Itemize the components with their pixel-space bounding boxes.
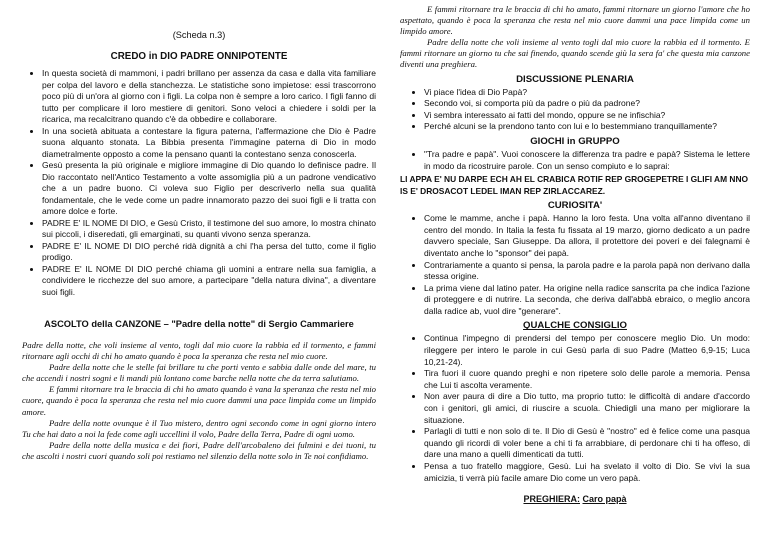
curiosity-heading: CURIOSITA' [547,200,603,212]
intro-bullet: • In questa società di mammoni, i padri brillano per assenza da casa e dalla vita familiare per colpa del lavoro e della stanchezza. Le statistiche sono impietose: essi trascorrono poco più di un'ora al giorno con i figli. La colpa non è sempre a loro carico. I figli fanno di tutto per complicare il loro mestiere di genitori. Sono veloci a chiedere i soldi per la ricarica, ma recalcitrano quando c'è da obbedire e collaborare. [42,68,376,126]
intro-bullet: • Gesù presenta la più originale e migliore immagine di Dio quando lo definisce padre. Il Dio raccontato nell'Antico Testamento a volte assomiglia più a un padrone vendicativo che a un padre buono. Ci voleva suo Figlio per descriverlo nella sua qualità fondamentale, che le vede come un padre innamorato pazzo dei suoi figli e li tratta con amore dolce e forte. [42,160,376,218]
group-games-list [400,149,750,172]
intro-bullet-list [22,68,376,298]
intro-bullet: • In una società abituata a contestare la figura paterna, l'affermazione che Dio è Padre suona alquanto stonata. La Bibbia presenta l'immagine paterna di Dio in modo diametralmente opposto a come la pensano quanti la contestano senza conoscerla. [42,126,376,161]
song-heading: ASCOLTO della CANZONE – "Padre della notte" di Sergio Cammariere [44,319,354,329]
prayer-title: Caro papà [582,494,627,505]
anagram-puzzle: LI APPA E' NU DARPE ECH AH EL CRABICA ROTIF REP GROGEPETRE I GLIFI AM NNO IS E' DROSACOT LEDEL IMAN REP ZIRLACCAREZ. [400,174,749,197]
group-game-item: • "Tra padre e papà". Vuoi conoscere la differenza tra padre e papà? Sistema le lettere in modo da ricostruire parole. Con un senso compiuto e lo saprai: [424,149,750,172]
group-games-heading: GIOCHI in GRUPPO [530,135,620,147]
song-lyrics-continued [400,4,750,71]
advice-list [400,333,750,484]
advice-item: • Tira fuori il cuore quando preghi e non ripetere solo delle parole a memoria. Pensa che Lui ti ascolta veramente. [424,368,750,391]
curiosity-item: • Come le mamme, anche i papà. Hanno la loro festa. Una volta all'anno diventano il centro del mondo. In Italia la festa fu fissata al 19 marzo, giorno dedicato a un padre davvero speciale, San Giuseppe. Da allora, il protettore dei poveri e dei falegnami è diventato anche lo "sponsor" dei papà. [424,213,750,259]
discussion-item: • Vi piace l'idea di Dio Papà? [424,87,750,99]
discussion-list [400,87,750,133]
advice-heading: QUALCHE CONSIGLIO [523,320,627,332]
intro-bullet: • PADRE E' IL NOME DI DIO, e Gesù Cristo, il testimone del suo amore, lo mostra chinato sui piccoli, i diseredati, gli emarginati, su quanti vivono senza speranza. [42,218,376,241]
curiosity-list [400,213,750,317]
song-lyrics [22,340,376,462]
lyric-stanza: Padre della notte, che voli insieme al vento, togli dal mio cuore la rabbia ed il tormento, e fammi ritornare agli occhi di chi ho amato quando è poca la speranza che resta nel mio cuore. [22,340,376,362]
discussion-item: • Secondo voi, si comporta più da padre o più da padrone? [424,98,750,110]
prayer-heading [400,494,750,504]
right-column [400,0,750,504]
curiosity-item: • La prima viene dal latino pater. Ha origine nella radice sanscrita pa che indica l'azione di proteggere e di nutrire. La seconda, che deriva dall'abbà ebraico, o meglio ancora dalla radice ab, vuol dire "generare". [424,283,750,318]
page-title: CREDO in DIO PADRE ONNIPOTENTE [110,51,288,62]
lyric-stanza: E fammi ritornare tra le braccia di chi ho amato, fammi ritornare un giorno l'amore che ho aspettato, quando è poca la speranza che resta nel mio cuore dammi una pace limpida come un limpido amore. [400,4,750,37]
discussion-item: • Perché alcuni se la prendono tanto con lui e lo bestemmiano tranquillamente? [424,121,750,133]
advice-item: • Non aver paura di dire a Dio tutto, ma proprio tutto: le difficoltà di andare d'accordo con i genitori, gli amici, di riuscire a scuola. Chiedigli una mano per migliorare la situazione. [424,391,750,426]
lyric-stanza: Padre della notte che le stelle fai brillare tu che porti vento e sabbia dalle onde del mare, tu che accendi i nostri sogni e li mandi più lontano come barche nella notte che da terra salutiamo. [22,362,376,384]
lyric-stanza: E fammi ritornare tra le braccia di chi ho amato quando è vana la speranza che resta nel mio cuore, quando è poca la speranza che resta nel mio cuore dammi una pace limpida come un limpido amore. [22,384,376,417]
advice-item: • Pensa a tuo fratello maggiore, Gesù. Lui ha svelato il volto di Dio. Se vivi la sua amicizia, ti verrà più facile amare Dio come un vero papà. [424,461,750,484]
advice-item: • Parlagli di tutti e non solo di te. Il Dio di Gesù è "nostro" ed è felice come una pasqua quando gli ricordi di voler bene a chi ti fa arrabbiare, di perdonare chi ti ha offeso, di dare una mano a quelli dimenticati da tutti. [424,426,750,461]
left-column [22,0,376,462]
sheet-number: (Scheda n.3) [172,30,226,40]
prayer-label: PREGHIERA: [523,494,580,505]
intro-bullet: • PADRE E' IL NOME DI DIO perché ridà dignità a chi l'ha persa del tutto, come il figlio prodigo. [42,241,376,264]
discussion-item: • Vi sembra interessato ai fatti del mondo, oppure se ne infischia? [424,110,750,122]
lyric-stanza: Padre della notte ovunque è il Tuo mistero, dentro ogni secondo come in ogni giorno intero Tu che hai dato a noi la fede come agli uccellini il volo, Padre della Terra, Padre di ogni uomo. [22,417,376,439]
discussion-heading: DISCUSSIONE PLENARIA [516,73,634,85]
lyric-stanza: Padre della notte che voli insieme al vento togli dal mio cuore la rabbia ed il tormento. E fammi ritornare un giorno tu che sai finendo, quando scende giù la sera fa' che questa mia canzone diventi una preghiera. [400,37,750,70]
intro-bullet: • PADRE E' IL NOME DI DIO perché chiama gli uomini a entrare nella sua famiglia, a condividere le ricchezze del suo amore, a partecipare "della natura divina", a diventare suoi figli. [42,264,376,299]
lyric-stanza: Padre della notte della musica e dei fiori, Padre dell'arcobaleno dei fulmini e dei tuoni, tu che ascolti i nostri cuori quando soli poi restiamo nel silenzio della notte solo in Te noi confidiamo. [22,439,376,461]
curiosity-item: • Contrariamente a quanto si pensa, la parola padre e la parola papà non derivano dalla stessa origine. [424,260,750,283]
advice-item: • Continua l'impegno di prendersi del tempo per conoscere meglio Dio. Un modo: rileggere per intero le parole in cui Gesù parla di suo Padre (Matteo 6,9-15; Luca 10,21-24). [424,333,750,368]
